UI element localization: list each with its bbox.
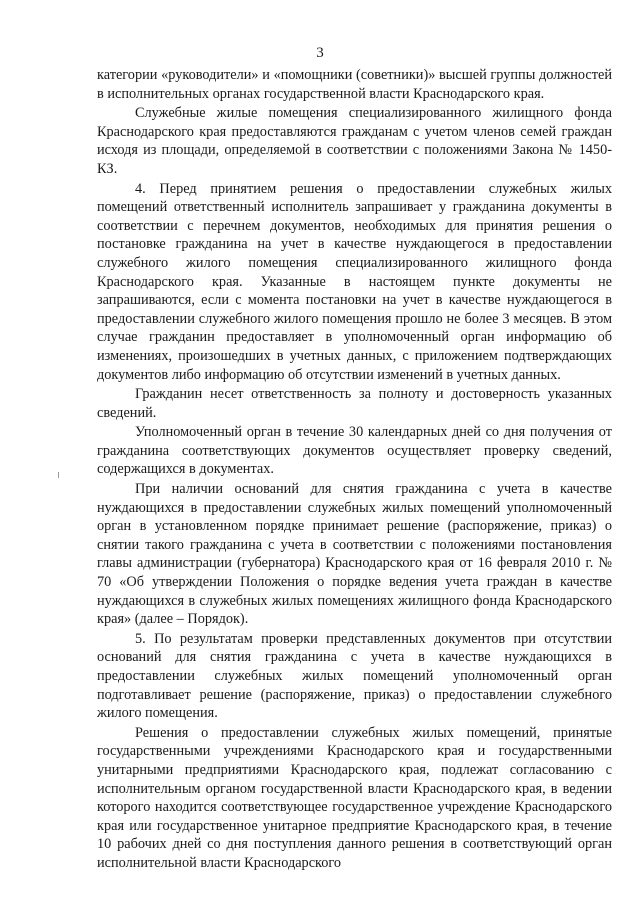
margin-mark (58, 472, 59, 478)
paragraph-verification: Уполномоченный орган в течение 30 календарных дней со дня получения от гражданина соответствующих документов осуществляет проверку сведений, содержащихся в документах. (97, 424, 612, 478)
paragraph-housing-area: Служебные жилые помещения специализированного жилищного фонда Краснодарского края предоставляются гражданам с учетом членов семей граждан исходя из площади, определяемой в соответствии с положениями Закона № 1450-КЗ. (97, 105, 612, 177)
paragraph-continuation: категории «руководители» и «помощники (советники)» высшей группы должностей в исполнительных органах государственной власти Краснодарского края. (97, 67, 612, 102)
paragraph-clause-4: 4. Перед принятием решения о предоставлении служебных жилых помещений ответственный исполнитель запрашивает у гражданина документы в соответствии с перечнем документов, необходимых для принятия решения о постановке гражданина на учет в качестве нуждающегося в предоставлении служебного жилого помещения специализированного жилищного фонда Краснодарского края. Указанные в настоящем пункте документы не запрашиваются, если с момента постановки на учет в качестве нуждающегося в предоставлении служебного жилого помещения прошло не более 3 месяцев. В этом случае гражданин предоставляет в уполномоченный орган информацию об изменениях, произошедших в учетных данных, с приложением подтверждающих документов либо информацию об отсутствии изменений в учетных данных. (97, 180, 612, 383)
paragraph-responsibility: Гражданин несет ответственность за полноту и достоверность указанных сведений. (97, 386, 612, 421)
page-number: 3 (316, 45, 324, 61)
paragraph-approval: Решения о предоставлении служебных жилых помещений, принятые государственными учреждениями Краснодарского края и государственными унитарными предприятиями Краснодарского края, подлежат согласованию с исполнительным органом государственной власти Краснодарского края, в ведении которого находится соответствующее государственное учреждение Краснодарского края или государственное унитарное предприятие Краснодарского края, в течение 10 рабочих дней со дня поступления данного решения в соответствующий орган исполнительной власти Краснодарского (97, 724, 612, 871)
document-body (97, 66, 612, 873)
paragraph-deregistration: При наличии оснований для снятия гражданина с учета в качестве нуждающихся в предоставлении служебных жилых помещений уполномоченный орган в установленном порядке принимает решение (распоряжение, приказ) о снятии такого гражданина с учета в соответствии с положениями постановления главы администрации (губернатора) Краснодарского края от 16 февраля 2010 г. № 70 «Об утверждении Положения о порядке ведения учета граждан в качестве нуждающихся в служебных жилых помещениях жилищного фонда Краснодарского края» (далее – Порядок). (97, 481, 612, 628)
paragraph-clause-5: 5. По результатам проверки представленных документов при отсутствии оснований для снятия гражданина с учета в качестве нуждающихся в предоставлении служебных жилых помещений уполномоченный орган подготавливает решение (распоряжение, приказ) о предоставлении служебного жилого помещения. (97, 630, 612, 722)
